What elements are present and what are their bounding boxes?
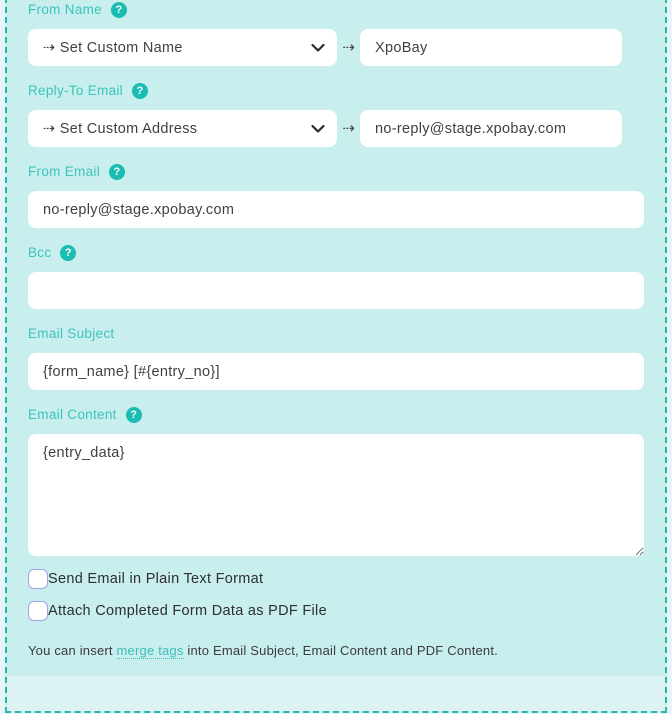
help-icon[interactable]: ? [60,245,76,261]
field-from-name [28,3,644,66]
merge-tags-note [28,643,644,658]
help-icon[interactable]: ? [126,407,142,423]
email-subject-input[interactable] [28,353,644,390]
note-prefix: You can insert [28,643,117,658]
note-suffix: into Email Subject, Email Content and PDF Content. [183,643,498,658]
reply-to-label-row [28,84,644,98]
email-notification-settings-panel [5,0,667,713]
email-content-label-row [28,408,644,422]
bcc-input[interactable] [28,272,644,309]
dashed-arrow-separator: ⇢ [342,120,355,137]
merge-tags-link[interactable]: merge tags [116,643,184,658]
from-name-type-select[interactable] [28,29,337,66]
field-email-subject [28,327,644,390]
panel-footer-strip [7,676,665,711]
email-subject-label-row [28,327,644,341]
pdf-attach-option-row [28,601,644,621]
plain-text-checkbox[interactable] [28,569,48,589]
from-email-input[interactable] [28,191,644,228]
settings-form [7,0,665,676]
reply-to-label: Reply-To Email [28,83,123,98]
bcc-label: Bcc [28,245,52,260]
help-icon[interactable]: ? [109,164,125,180]
dashed-arrow-separator: ⇢ [342,39,355,56]
field-bcc [28,246,644,309]
help-icon[interactable]: ? [111,2,127,18]
plain-text-checkbox-label[interactable]: Send Email in Plain Text Format [48,571,264,587]
email-content-textarea[interactable] [28,434,644,556]
pdf-attach-checkbox-label[interactable]: Attach Completed Form Data as PDF File [48,603,327,619]
pdf-attach-checkbox[interactable] [28,601,48,621]
from-email-label: From Email [28,164,101,179]
reply-to-type-select[interactable] [28,110,337,147]
reply-to-email-input[interactable] [360,110,622,147]
from-email-label-row [28,165,644,179]
email-subject-label: Email Subject [28,326,115,341]
field-reply-to-email [28,84,644,147]
field-email-content [28,408,644,556]
bcc-label-row [28,246,644,260]
from-name-input[interactable] [360,29,622,66]
from-name-label-row [28,3,644,17]
plain-text-option-row [28,569,644,589]
email-content-label: Email Content [28,407,117,422]
options-checkbox-group [28,569,644,621]
field-from-email [28,165,644,228]
from-name-label: From Name [28,2,102,17]
help-icon[interactable]: ? [132,83,148,99]
